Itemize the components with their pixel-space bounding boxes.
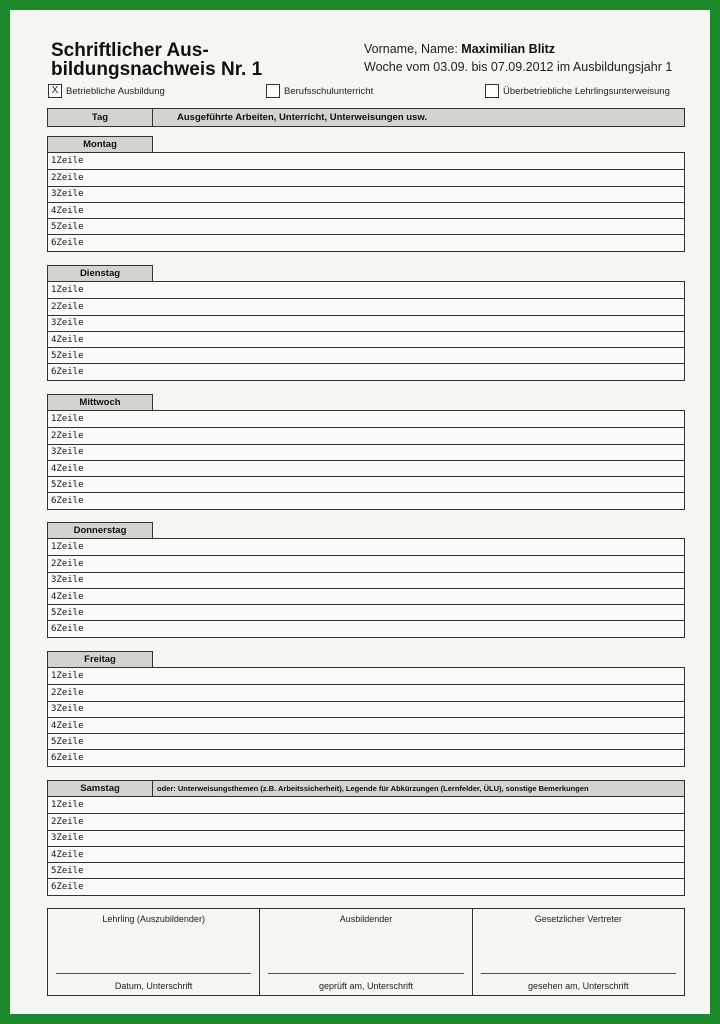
- checkbox-betriebliche[interactable]: [48, 84, 165, 98]
- checkbox-label: Betriebliche Ausbildung: [66, 85, 165, 97]
- signature-line: [481, 973, 676, 974]
- checkbox-label: Berufsschulunterricht: [284, 85, 374, 97]
- entry-line[interactable]: 3Zeile: [48, 572, 684, 588]
- day-rows: [47, 152, 685, 252]
- checkbox-label: Überbetriebliche Lehrlingsunterweisung: [503, 85, 670, 97]
- title-line-1: Schriftlicher Aus-: [51, 40, 209, 61]
- entry-line[interactable]: 2Zeile: [48, 555, 684, 571]
- day-section-4: [47, 651, 685, 767]
- day-header: [47, 136, 685, 152]
- entry-line[interactable]: 2Zeile: [48, 813, 684, 829]
- entry-line[interactable]: 1Zeile: [51, 414, 84, 425]
- day-note: oder: Unterweisungsthemen (z.B. Arbeitssicherheit), Legende für Abkürzungen (Lernfelder, ÜLU), sonstige Bemerkungen: [153, 780, 685, 796]
- day-header: [47, 522, 685, 538]
- entry-line[interactable]: 6Zeile: [48, 492, 684, 508]
- entry-line[interactable]: 5Zeile: [48, 733, 684, 749]
- person-info: [364, 40, 672, 76]
- entry-line[interactable]: 4Zeile: [48, 460, 684, 476]
- entry-line[interactable]: 1Zeile: [51, 542, 84, 553]
- day-rows: [47, 796, 685, 896]
- signature-guardian[interactable]: [472, 909, 684, 995]
- day-header: [47, 394, 685, 410]
- entry-line[interactable]: 2Zeile: [48, 298, 684, 314]
- day-label: Dienstag: [47, 265, 153, 281]
- entry-line[interactable]: 4Zeile: [48, 202, 684, 218]
- entry-line[interactable]: 6Zeile: [48, 234, 684, 250]
- checkbox-box[interactable]: X: [48, 84, 62, 98]
- day-header: [47, 651, 685, 667]
- checkbox-berufsschule[interactable]: [266, 84, 373, 98]
- day-header: [47, 780, 685, 796]
- entry-line[interactable]: 3Zeile: [48, 701, 684, 717]
- entry-line[interactable]: 1Zeile: [51, 800, 84, 811]
- entry-line[interactable]: 4Zeile: [48, 717, 684, 733]
- day-section-0: [47, 136, 685, 252]
- signature-apprentice[interactable]: [48, 909, 259, 995]
- entry-line[interactable]: 4Zeile: [48, 846, 684, 862]
- signature-caption: geprüft am, Unterschrift: [318, 981, 414, 991]
- day-label: Freitag: [47, 651, 153, 667]
- entry-line[interactable]: 5Zeile: [48, 347, 684, 363]
- day-section-5: [47, 780, 685, 896]
- checkbox-ueberbetrieblich[interactable]: [485, 84, 670, 98]
- checkbox-box[interactable]: [485, 84, 499, 98]
- day-label: Montag: [47, 136, 153, 152]
- signature-title: Ausbildender: [339, 914, 393, 924]
- signature-line: [268, 973, 463, 974]
- entry-line[interactable]: 1Zeile: [51, 285, 84, 296]
- name-label: Vorname, Name:: [364, 42, 458, 56]
- signature-caption: Datum, Unterschrift: [114, 981, 193, 991]
- signature-line: [56, 973, 251, 974]
- entry-line[interactable]: 3Zeile: [48, 444, 684, 460]
- table-header: [47, 108, 685, 127]
- entry-line[interactable]: 1Zeile: [51, 671, 84, 682]
- entry-line[interactable]: 4Zeile: [48, 331, 684, 347]
- entry-line[interactable]: 1Zeile: [51, 156, 84, 167]
- entry-line[interactable]: 5Zeile: [48, 862, 684, 878]
- report-sheet: [10, 10, 710, 1014]
- day-rows: [47, 281, 685, 381]
- signature-caption: gesehen am, Unterschrift: [528, 981, 629, 991]
- day-label: Mittwoch: [47, 394, 153, 410]
- day-section-3: [47, 522, 685, 638]
- checkbox-box[interactable]: [266, 84, 280, 98]
- page-title: [51, 41, 262, 79]
- entry-line[interactable]: 3Zeile: [48, 830, 684, 846]
- day-rows: [47, 410, 685, 510]
- day-rows: [47, 538, 685, 638]
- header-work: Ausgeführte Arbeiten, Unterricht, Unterweisungen usw.: [177, 112, 428, 123]
- signature-trainer[interactable]: [259, 909, 471, 995]
- signature-title: Gesetzlicher Vertreter: [534, 914, 622, 924]
- entry-line[interactable]: 6Zeile: [48, 363, 684, 379]
- entry-line[interactable]: 5Zeile: [48, 604, 684, 620]
- entry-line[interactable]: 4Zeile: [48, 588, 684, 604]
- day-header: [47, 265, 685, 281]
- signature-block: [47, 908, 685, 996]
- entry-line[interactable]: 3Zeile: [48, 186, 684, 202]
- day-label: Donnerstag: [47, 522, 153, 538]
- entry-line[interactable]: 2Zeile: [48, 427, 684, 443]
- week-line[interactable]: Woche vom 03.09. bis 07.09.2012 im Ausbildungsjahr 1: [364, 60, 673, 74]
- day-label: Samstag: [47, 780, 153, 796]
- entry-line[interactable]: 5Zeile: [48, 218, 684, 234]
- day-section-1: [47, 265, 685, 381]
- day-section-2: [47, 394, 685, 510]
- entry-line[interactable]: 6Zeile: [48, 620, 684, 636]
- day-rows: [47, 667, 685, 767]
- title-line-2: bildungsnachweis Nr. 1: [51, 59, 263, 80]
- signature-title: Lehrling (Auszubildender): [102, 914, 205, 924]
- header-day: Tag: [48, 109, 153, 126]
- entry-line[interactable]: 6Zeile: [48, 878, 684, 894]
- entry-line[interactable]: 2Zeile: [48, 684, 684, 700]
- entry-line[interactable]: 5Zeile: [48, 476, 684, 492]
- entry-line[interactable]: 3Zeile: [48, 315, 684, 331]
- name-value[interactable]: Maximilian Blitz: [461, 42, 556, 56]
- entry-line[interactable]: 2Zeile: [48, 169, 684, 185]
- entry-line[interactable]: 6Zeile: [48, 749, 684, 765]
